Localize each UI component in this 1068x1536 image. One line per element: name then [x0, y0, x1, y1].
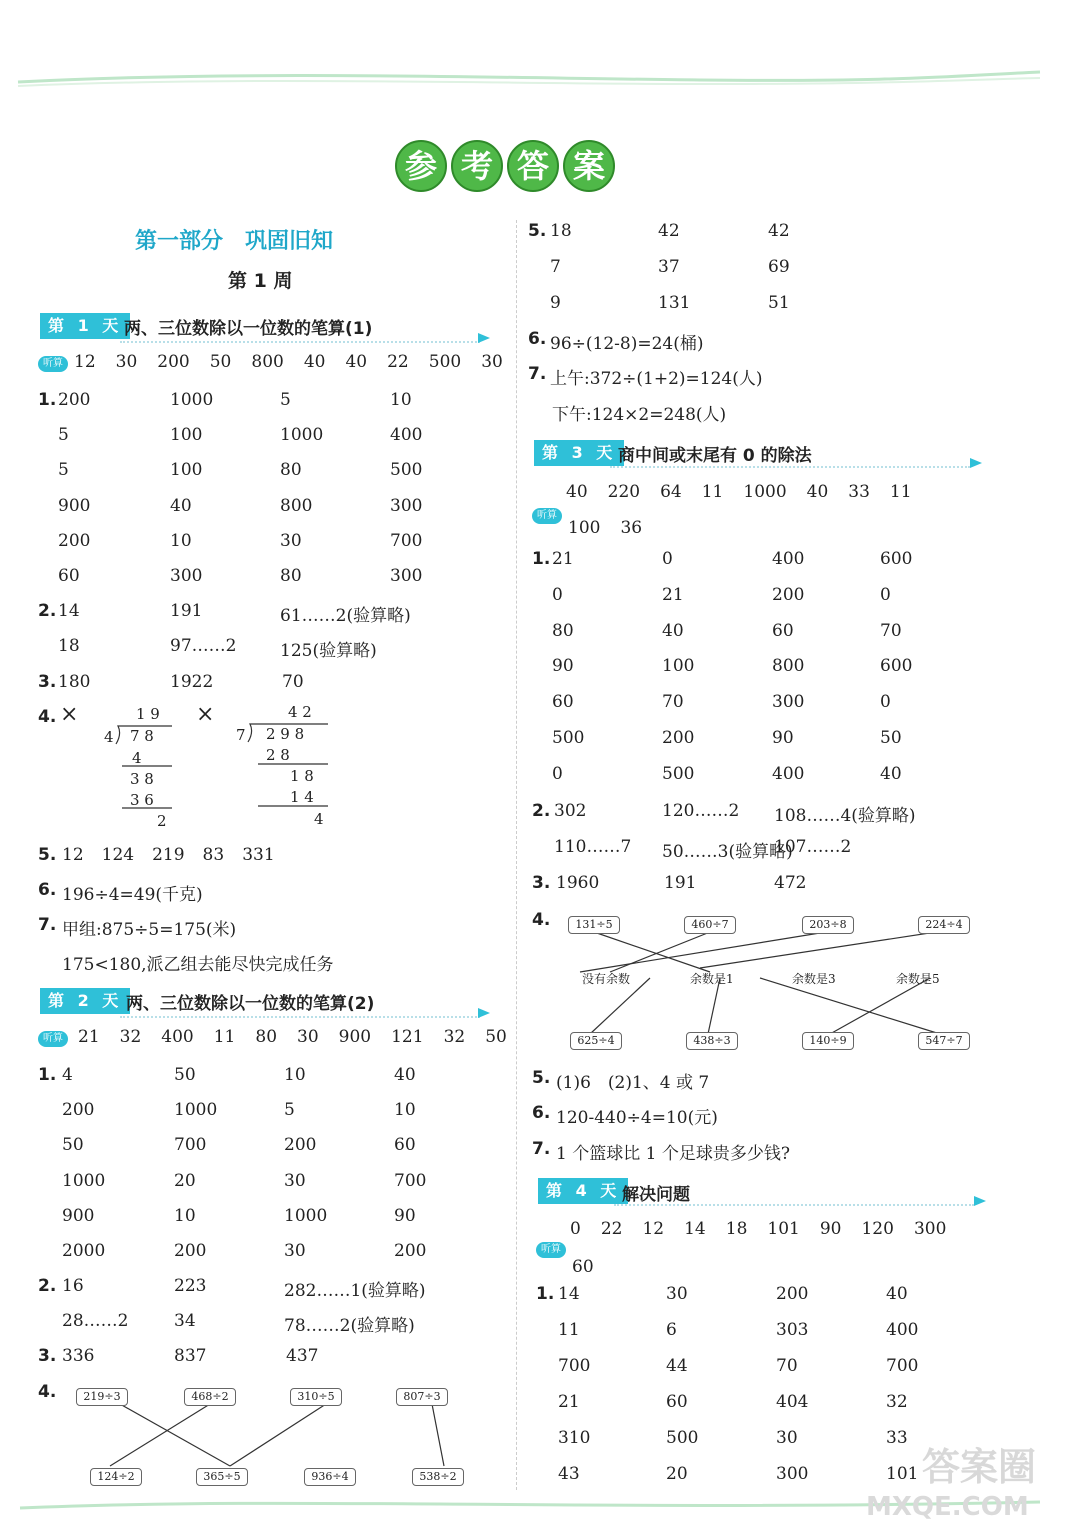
ld-remainder: 2 [157, 812, 167, 830]
answer-cell: 69 [768, 257, 790, 277]
ld-step: 2 8 [266, 746, 290, 764]
answer-cell: 300 [390, 566, 423, 586]
answer-cell: 18 [58, 636, 80, 656]
q-label: 3. [38, 672, 57, 692]
title-char: 案 [563, 140, 615, 192]
answer-cell: 14 [58, 601, 80, 621]
answer-cell: 18 [550, 221, 572, 241]
answer-cell: 20 [666, 1464, 688, 1484]
arrow-icon [970, 458, 982, 468]
answer-item: 124 [101, 845, 135, 865]
answer-cell: 700 [886, 1356, 919, 1376]
answer-cell: 400 [886, 1320, 919, 1340]
week-title: 第 1 周 [228, 270, 293, 292]
answer-item: 12 [62, 845, 84, 865]
answer-item: 32 [443, 1027, 466, 1047]
dotted-line [614, 1204, 974, 1206]
answer: 175<180,派乙组去能尽快完成任务 [62, 955, 334, 975]
answer-item: 0 [570, 1219, 581, 1239]
q-label: 6. [532, 1103, 551, 1123]
answer-item: 30 [115, 352, 138, 372]
expression-box: 538÷2 [412, 1468, 464, 1486]
answer-cell: 50……3(验算略) [662, 842, 793, 862]
answer-cell: 100 [170, 425, 203, 446]
answer-cell: 120……2 [662, 801, 740, 821]
q-label: 7. [528, 364, 547, 384]
answer-cell: 7 [550, 257, 561, 277]
answer-item: 18 [725, 1219, 748, 1239]
answer-cell: 90 [552, 656, 574, 677]
answer-cell: 300 [170, 566, 203, 586]
answer-cell: 5 [280, 390, 291, 410]
answer-cell: 44 [666, 1356, 688, 1376]
oral-answers [570, 1219, 966, 1239]
q-label: 2. [38, 1276, 57, 1296]
answer-cell: 0 [662, 549, 673, 569]
answer-cell: 900 [62, 1205, 95, 1226]
answer-cell: 20 [174, 1170, 196, 1191]
q-label: 7. [38, 915, 57, 935]
answer-cell: 125(验算略) [280, 641, 377, 661]
answer-cell: 700 [394, 1170, 427, 1191]
answer-cell: 34 [174, 1311, 196, 1331]
answer-cell: 200 [174, 1241, 207, 1261]
ld-divisor: 7 [236, 726, 246, 744]
answer-item: 331 [242, 845, 275, 865]
day1-title: 两、三位数除以一位数的笔算(1) [124, 319, 373, 339]
answer-cell: 70 [880, 620, 902, 641]
q-label: 6. [38, 880, 57, 900]
expression-box: 219÷3 [76, 1388, 128, 1406]
ld-step: 4 [132, 749, 142, 767]
answer-cell: 90 [394, 1205, 416, 1226]
answer-cell: 28……2 [62, 1311, 129, 1331]
ld-quotient: 4 2 [288, 703, 312, 721]
answer-cell: 110……7 [554, 837, 632, 857]
answer-cell: 50 [62, 1135, 84, 1156]
expression-box: 224÷4 [918, 916, 970, 934]
answer-cell: 500 [662, 763, 695, 784]
expression-box: 807÷3 [396, 1388, 448, 1406]
answer-cell: 700 [558, 1356, 591, 1376]
answer-cell: 21 [558, 1392, 580, 1412]
answer-cell: 0 [552, 584, 563, 605]
answer: 837 [174, 1346, 207, 1366]
answer-cell: 200 [58, 390, 91, 410]
answer-item: 12 [642, 1219, 665, 1239]
listen-tag: 听算 [532, 508, 562, 524]
answer-cell: 800 [280, 495, 313, 516]
answer-cell: 30 [284, 1241, 306, 1261]
answer-cell: 80 [280, 566, 302, 586]
q-label: 4. [532, 910, 551, 930]
oral-answers [566, 482, 932, 502]
expression-box: 936÷4 [304, 1468, 356, 1486]
answer: 下午:124×2=248(人) [552, 405, 727, 425]
ld-step: 3 6 [130, 791, 154, 809]
q-label: 3. [532, 873, 551, 893]
answer-cell: 100 [662, 656, 695, 677]
answer-cell: 21 [552, 549, 574, 569]
q-label: 2. [38, 601, 57, 621]
answer-cell: 61……2(验算略) [280, 606, 411, 626]
answer-item: 90 [819, 1219, 842, 1239]
answer: 1 个篮球比 1 个足球贵多少钱? [556, 1144, 790, 1164]
q-label: 1. [38, 1065, 57, 1085]
answer-cell: 200 [662, 728, 695, 748]
answer-cell: 30 [280, 530, 302, 551]
ld-dividend: 7 8 [130, 727, 154, 745]
answer-cell: 302 [554, 801, 587, 821]
day2-badge: 第 2 天 [40, 988, 130, 1014]
answer-cell: 11 [558, 1320, 580, 1340]
answer-cell: 1000 [280, 425, 324, 446]
answer-item: 36 [620, 518, 643, 538]
answer: 120-440÷4=10(元) [556, 1108, 718, 1128]
dotted-line [120, 1016, 480, 1018]
answer-cell: 60 [58, 566, 80, 586]
page-title [395, 138, 619, 190]
answer-cell: 78……2(验算略) [284, 1316, 415, 1336]
answer-item: 14 [684, 1219, 706, 1239]
watermark-logo: 答案圈 [922, 1445, 1037, 1489]
answer-cell: 40 [394, 1065, 416, 1085]
answer-item: 21 [78, 1027, 100, 1047]
answer-item: 120 [861, 1219, 894, 1239]
q-label: 6. [528, 329, 547, 349]
ld-step: 1 4 [290, 788, 314, 806]
answer-item: 50 [209, 352, 232, 372]
answer-cell: 200 [772, 584, 805, 605]
answer-cell: 10 [284, 1065, 306, 1085]
answer-item: 30 [297, 1027, 319, 1047]
answer-cell: 200 [394, 1241, 427, 1261]
expression-box: 438÷3 [686, 1032, 738, 1050]
answer-item: 40 [566, 482, 588, 502]
q-label: 1. [532, 549, 551, 569]
answer-item: 11 [213, 1027, 236, 1047]
day1-q5 [62, 845, 293, 865]
q-label: 7. [532, 1139, 551, 1159]
answer-cell: 50 [174, 1065, 196, 1085]
answer-item: 40 [303, 352, 326, 372]
expression-box: 203÷8 [802, 916, 854, 934]
answer-item: 101 [767, 1219, 800, 1239]
title-char: 参 [395, 140, 447, 192]
day3-badge: 第 3 天 [534, 440, 624, 466]
answer-cell: 300 [772, 692, 805, 713]
answer-cell: 40 [886, 1284, 908, 1304]
day4-badge: 第 4 天 [538, 1178, 628, 1204]
answer-cell: 0 [880, 584, 891, 605]
answer-item: 83 [202, 845, 225, 865]
q-label: 5. [528, 221, 547, 241]
q-label: 4. [38, 707, 57, 727]
answer-cell: 40 [662, 620, 684, 641]
answer-cell: 310 [558, 1428, 591, 1448]
answer-cell: 400 [390, 425, 423, 446]
day1-badge: 第 1 天 [40, 313, 130, 339]
dotted-line [610, 466, 970, 468]
answer-cell: 10 [170, 530, 192, 551]
answer: 上午:372÷(1+2)=124(人) [550, 369, 763, 389]
answer: 336 [62, 1346, 95, 1366]
answer-cell: 1000 [170, 390, 214, 410]
answer-cell: 500 [552, 728, 585, 748]
answer-cell: 43 [558, 1464, 580, 1484]
arrow-icon [974, 1196, 986, 1206]
result-label: 余数是1 [690, 972, 734, 986]
answer-cell: 50 [880, 728, 902, 748]
answer-item: 200 [157, 352, 190, 372]
answer: 437 [286, 1346, 319, 1366]
answer-cell: 30 [284, 1170, 306, 1191]
answer-cell: 300 [390, 495, 423, 516]
answer-cell: 800 [772, 656, 805, 677]
cross-mark: × [196, 702, 215, 727]
q-label: 5. [38, 845, 57, 865]
arrow-icon [478, 333, 490, 343]
answer-cell: 42 [658, 221, 680, 241]
answer-cell: 51 [768, 293, 790, 313]
answer-item: 22 [387, 352, 409, 372]
answer-cell: 32 [886, 1392, 908, 1412]
answer-cell: 700 [174, 1135, 207, 1156]
answer-cell: 100 [170, 460, 203, 481]
listen-tag: 听算 [38, 356, 68, 372]
arrow-icon [478, 1008, 490, 1018]
ld-dividend: 2 9 8 [266, 725, 305, 743]
answer-cell: 303 [776, 1320, 809, 1340]
expression-box: 140÷9 [802, 1032, 854, 1050]
ld-divisor: 4 [104, 728, 114, 746]
answer-item: 1000 [743, 482, 787, 502]
result-label: 没有余数 [582, 972, 631, 986]
answer-item: 220 [607, 482, 641, 502]
answer-cell: 6 [666, 1320, 677, 1340]
answer-item: 40 [806, 482, 829, 502]
answer-cell: 80 [280, 460, 302, 481]
answer-cell: 16 [62, 1276, 84, 1296]
answer-item: 50 [485, 1027, 507, 1047]
answer-cell: 404 [776, 1392, 809, 1412]
expression-box: 625÷4 [570, 1032, 622, 1050]
day4-title: 解决问题 [622, 1185, 690, 1205]
oral-answers [78, 1027, 527, 1047]
answer-cell: 4 [62, 1065, 73, 1085]
answer-cell: 5 [58, 425, 69, 446]
answer-cell: 400 [772, 549, 805, 569]
answer-cell: 9 [550, 293, 561, 313]
answer-item: 219 [152, 845, 185, 865]
answer-cell: 107……2 [774, 837, 852, 857]
answer-item: 22 [600, 1219, 623, 1239]
answer: 70 [282, 672, 304, 692]
q-label: 5. [532, 1068, 551, 1088]
expression-box: 131÷5 [568, 916, 620, 934]
answer-cell: 1000 [62, 1170, 106, 1191]
q-label: 4. [38, 1382, 57, 1402]
answer-cell: 5 [284, 1100, 295, 1121]
top-wave [0, 60, 1068, 100]
answer-cell: 40 [880, 763, 902, 784]
listen-tag: 听算 [536, 1242, 566, 1258]
answer: 180 [58, 672, 91, 692]
answer-cell: 60 [666, 1392, 688, 1412]
answer-cell: 900 [58, 495, 91, 516]
answer-cell: 40 [170, 495, 192, 516]
answer-item: 300 [913, 1219, 947, 1239]
title-char: 考 [451, 140, 503, 192]
answer-cell: 97……2 [170, 636, 237, 656]
q-label: 1. [536, 1284, 555, 1304]
answer-cell: 200 [62, 1100, 95, 1121]
answer: 1960 [556, 873, 600, 893]
answer-item: 500 [428, 352, 462, 372]
q-label: 2. [532, 801, 551, 821]
answer-cell: 90 [772, 728, 794, 748]
answer-item: 11 [701, 482, 724, 502]
ld-step: 1 8 [290, 767, 314, 785]
answer-item: 33 [848, 482, 870, 502]
answer-item: 800 [251, 352, 284, 372]
result-label: 余数是3 [792, 972, 836, 986]
answer-item: 80 [255, 1027, 278, 1047]
answer-item: 121 [391, 1027, 424, 1047]
expression-box: 460÷7 [684, 916, 736, 934]
answer-cell: 33 [886, 1428, 908, 1448]
answer-cell: 500 [390, 460, 423, 481]
answer-cell: 200 [58, 530, 91, 551]
answer-cell: 1000 [284, 1205, 328, 1226]
dotted-line [120, 341, 480, 343]
answer-cell: 101 [886, 1464, 919, 1484]
oral-answers [74, 352, 523, 372]
answer-cell: 10 [174, 1205, 196, 1226]
answer: (1)6 (2)1、4 或 7 [556, 1073, 710, 1093]
answer: 191 [664, 873, 697, 893]
answer-cell: 191 [170, 601, 203, 621]
answer-item: 900 [338, 1027, 372, 1047]
answer-cell: 10 [394, 1100, 416, 1121]
answer-item: 400 [161, 1027, 194, 1047]
expression-box: 365÷5 [196, 1468, 248, 1486]
answer-cell: 37 [658, 257, 680, 277]
answer-cell: 80 [552, 620, 574, 641]
answer-cell: 14 [558, 1284, 580, 1304]
answer-cell: 223 [174, 1276, 207, 1296]
day2-title: 两、三位数除以一位数的笔算(2) [126, 994, 375, 1014]
q-label: 3. [38, 1346, 57, 1366]
ld-quotient: 1 9 [136, 705, 160, 723]
expression-box: 124÷2 [90, 1468, 142, 1486]
watermark-url: MXQE.COM [866, 1492, 1029, 1522]
answer-cell: 200 [284, 1135, 317, 1156]
answer-cell: 10 [390, 390, 412, 410]
answer: 1922 [170, 672, 214, 692]
answer-item: 40 [345, 352, 368, 372]
answer-cell: 70 [662, 692, 684, 713]
answer-cell: 108……4(验算略) [774, 806, 916, 826]
answer-cell: 600 [880, 549, 913, 569]
answer-cell: 42 [768, 221, 790, 241]
answer-cell: 21 [662, 584, 684, 605]
answer-cell: 2000 [62, 1241, 106, 1261]
answer-cell: 30 [776, 1428, 798, 1448]
q-label: 1. [38, 390, 57, 410]
answer-cell: 131 [658, 293, 691, 313]
answer-cell: 500 [666, 1428, 699, 1448]
answer-cell: 700 [390, 530, 423, 551]
answer-item: 64 [660, 482, 682, 502]
oral-answers [568, 518, 662, 538]
answer-item: 32 [119, 1027, 142, 1047]
answer-cell: 60 [394, 1135, 416, 1156]
answer-cell: 282……1(验算略) [284, 1281, 426, 1301]
answer-cell: 5 [58, 460, 69, 481]
answer-cell: 200 [776, 1284, 809, 1304]
expression-box: 310÷5 [290, 1388, 342, 1406]
part-title: 第一部分 巩固旧知 [135, 229, 334, 254]
answer-cell: 600 [880, 656, 913, 677]
answer-cell: 60 [552, 692, 574, 713]
column-divider [516, 220, 517, 1490]
cross-mark: × [60, 702, 79, 727]
answer-item: 30 [481, 352, 503, 372]
expression-box: 547÷7 [918, 1032, 970, 1050]
answer-cell: 70 [776, 1356, 798, 1376]
answer-item: 12 [74, 352, 96, 372]
listen-tag: 听算 [38, 1031, 68, 1047]
oral-answers [572, 1257, 614, 1277]
answer: 96÷(12-8)=24(桶) [550, 334, 704, 354]
answer-cell: 300 [776, 1464, 809, 1484]
answer-cell: 1000 [174, 1100, 218, 1121]
day3-title: 商中间或末尾有 0 的除法 [618, 446, 812, 466]
answer-cell: 0 [880, 692, 891, 713]
result-label: 余数是5 [896, 972, 940, 986]
ld-remainder: 4 [314, 810, 324, 828]
answer: 472 [774, 873, 807, 893]
answer-item: 11 [889, 482, 912, 502]
ld-step: 3 8 [130, 770, 154, 788]
answer-cell: 60 [772, 620, 794, 641]
answer: 196÷4=49(千克) [62, 885, 203, 905]
answer-cell: 0 [552, 763, 563, 784]
answer-cell: 400 [772, 763, 805, 784]
answer-item: 60 [572, 1257, 594, 1277]
title-char: 答 [507, 140, 559, 192]
answer: 甲组:875÷5=175(米) [62, 920, 237, 940]
answer-item: 100 [568, 518, 601, 538]
expression-box: 468÷2 [184, 1388, 236, 1406]
answer-cell: 30 [666, 1284, 688, 1304]
